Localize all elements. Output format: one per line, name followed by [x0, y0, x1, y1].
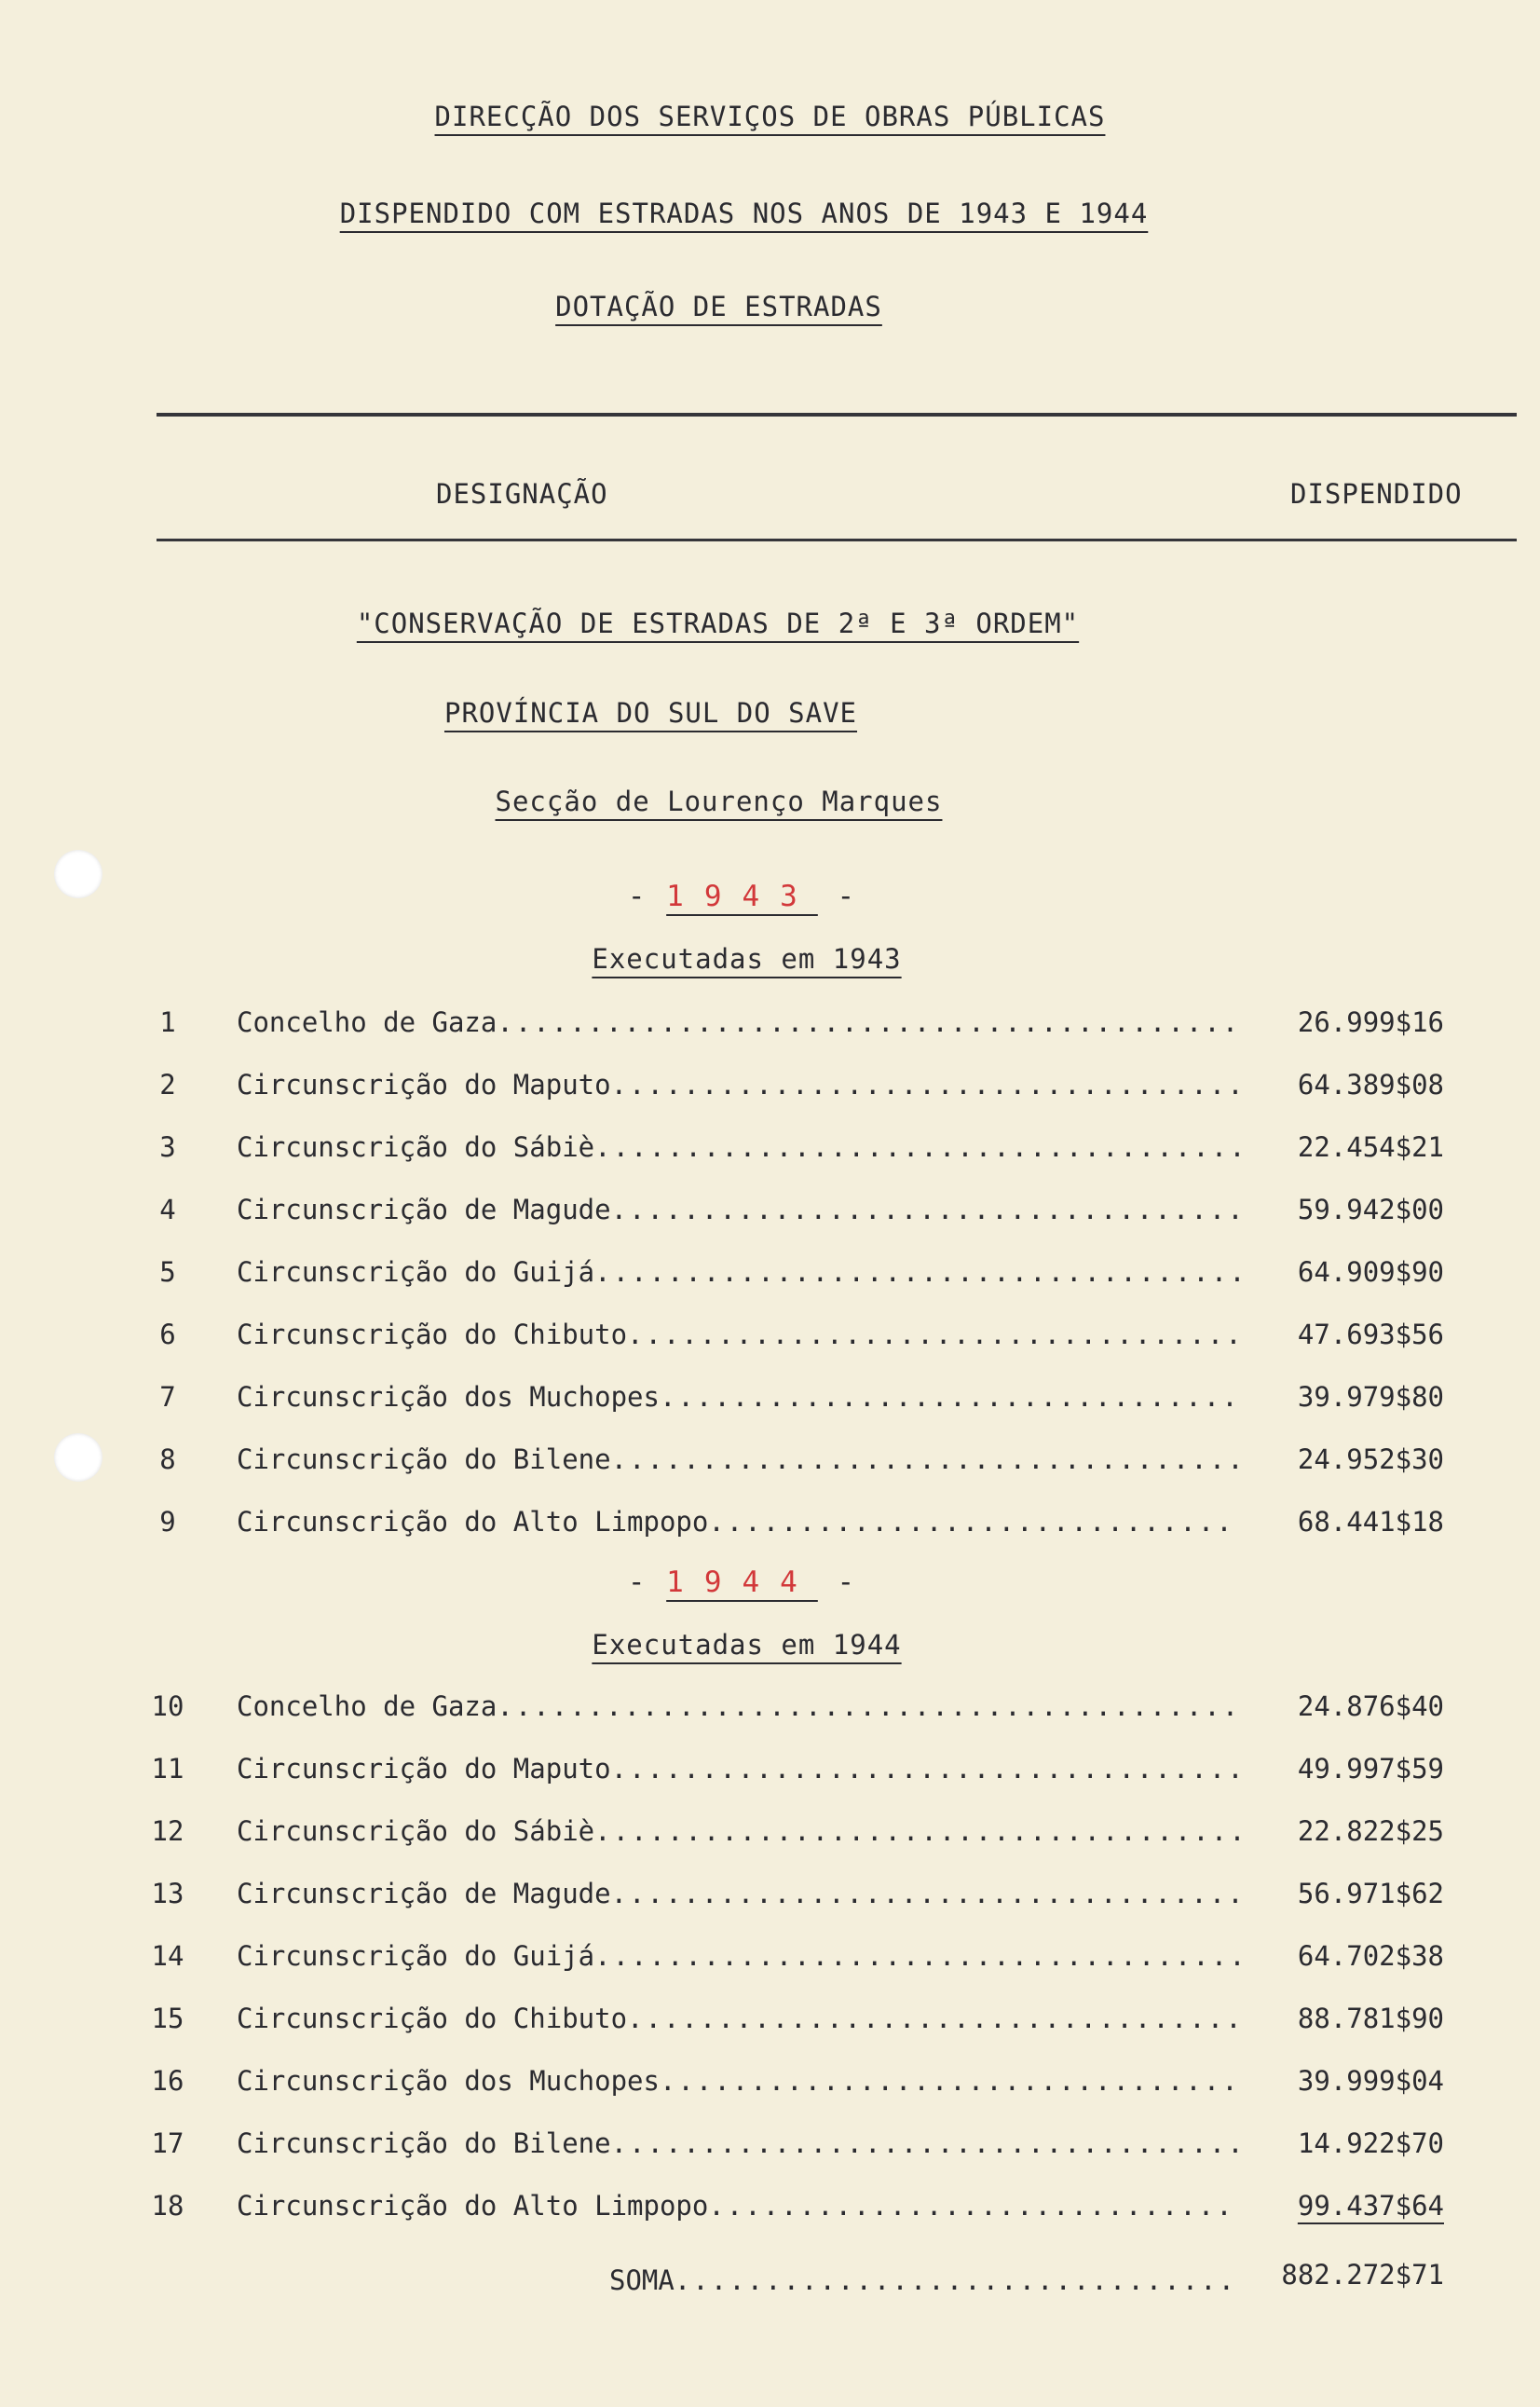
top-rule: [157, 413, 1517, 417]
subtitle-1943: Executadas em 1943: [592, 943, 902, 975]
table-row: 7 Circunscrição dos Muchopes ..... 39.979$80: [0, 1381, 1540, 1422]
table-row: 2 Circunscrição do Maputo ..... 64.389$08: [0, 1069, 1540, 1110]
table-row: 6 Circunscrição do Chibuto ..... 47.693$56: [0, 1319, 1540, 1360]
header-line-1: DIRECÇÃO DOS SERVIÇOS DE OBRAS PÚBLICAS: [434, 101, 1106, 132]
province-title: PROVÍNCIA DO SUL DO SAVE: [443, 697, 858, 729]
table-row: 11 Circunscrição do Maputo ..... 49.997$59: [0, 1753, 1540, 1794]
table-row: 15 Circunscrição do Chibuto ..... 88.781$90: [0, 2003, 1540, 2044]
table-row: 18 Circunscrição do Alto Limpopo ..... 99.437$64: [0, 2190, 1540, 2231]
table-row: 4 Circunscrição de Magude ..... 59.942$00: [0, 1194, 1540, 1235]
table-row: 16 Circunscrição dos Muchopes ..... 39.999$04: [0, 2065, 1540, 2106]
table-row: 1 Concelho de Gaza ..... 26.999$16: [0, 1006, 1540, 1047]
table-row: 5 Circunscrição do Guijá ..... 64.909$90: [0, 1256, 1540, 1297]
year-heading-1944: - 1944 -: [627, 1566, 857, 1599]
column-header-designation: DESIGNAÇÃO: [436, 478, 608, 510]
subtitle-1944: Executadas em 1944: [592, 1629, 902, 1661]
table-row: 12 Circunscrição do Sábiè ..... 22.822$25: [0, 1815, 1540, 1856]
district-title: Secção de Lourenço Marques: [495, 786, 943, 817]
header-line-3: DOTAÇÃO DE ESTRADAS: [555, 291, 882, 322]
year-heading-1943: - 1943 -: [627, 880, 857, 913]
table-row: 8 Circunscrição do Bilene ..... 24.952$30: [0, 1443, 1540, 1484]
table-row: 10 Concelho de Gaza ..... 24.876$40: [0, 1690, 1540, 1731]
table-row: 17 Circunscrição do Bilene ..... 14.922$70: [0, 2127, 1540, 2168]
total-amount: 882.272$71: [1281, 2259, 1444, 2291]
section-title: "CONSERVAÇÃO DE ESTRADAS DE 2ª E 3ª ORDEM": [356, 608, 1080, 639]
column-header-spent: DISPENDIDO: [1290, 478, 1463, 510]
total-row: [0, 2259, 1540, 2305]
total-label: SOMA .....: [609, 2264, 1239, 2296]
header-line-2: DISPENDIDO COM ESTRADAS NOS ANOS DE 1943 E 1944: [339, 198, 1149, 229]
table-row: 13 Circunscrição de Magude ..... 56.971$62: [0, 1878, 1540, 1919]
header-rule: [157, 539, 1517, 541]
table-row: 9 Circunscrição do Alto Limpopo ..... 68.441$18: [0, 1506, 1540, 1547]
table-row: 3 Circunscrição do Sábiè ..... 22.454$21: [0, 1131, 1540, 1172]
table-row: 14 Circunscrição do Guijá ..... 64.702$38: [0, 1940, 1540, 1981]
